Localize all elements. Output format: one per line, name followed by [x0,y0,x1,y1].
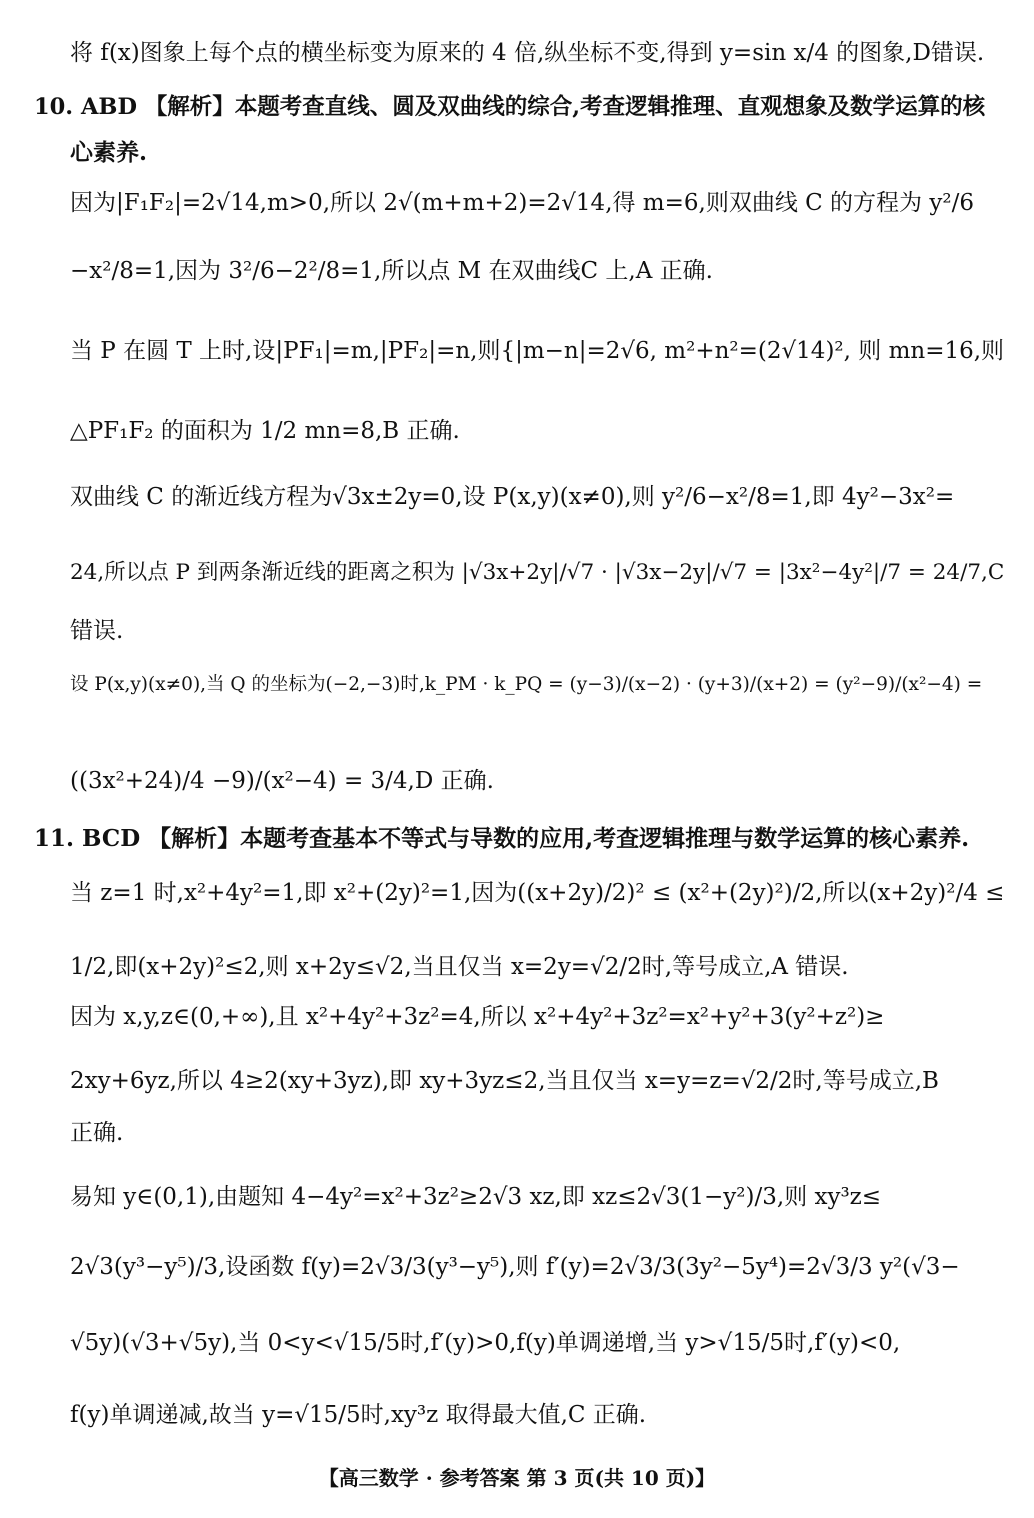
text-line-5: −x²/8=1,因为 3²/6−2²/8=1,所以点 M 在双曲线C 上,A 正确. [70,258,713,284]
text-line-14: 当 z=1 时,x²+4y²=1,即 x²+(2y)²=1,因为((x+2y)/2)² ≤ (x²+(2y)²)/2,所以(x+2y)²/4 ≤ [70,880,1005,906]
page-footer: 【高三数学 · 参考答案 第 3 页(共 10 页)】 [318,1466,716,1490]
text-line-6: 当 P 在圆 T 上时,设|PF₁|=m,|PF₂|=n,则{|m−n|=2√6, m²+n²=(2√14)², 则 mn=16,则 [70,338,1005,364]
text-line-21: √5y)(√3+√5y),当 0<y<√15/5时,f′(y)>0,f(y)单调递增,当 y>√15/5时,f′(y)<0, [70,1330,901,1356]
question-10-heading: 10. ABD 【解析】本题考查直线、圆及双曲线的综合,考查逻辑推理、直观想象及数学运算的核 [34,94,986,120]
text-line-17: 2xy+6yz,所以 4≥2(xy+3yz),即 xy+3yz≤2,当且仅当 x=y=z=√2/2时,等号成立,B [70,1068,939,1094]
text-line-12: ((3x²+24)/4 −9)/(x²−4) = 3/4,D 正确. [70,768,494,794]
text-line-18: 正确. [70,1120,124,1146]
text-line-19: 易知 y∈(0,1),由题知 4−4y²=x²+3z²≥2√3 xz,即 xz≤2√3(1−y²)/3,则 xy³z≤ [70,1184,882,1210]
text-line-15: 1/2,即(x+2y)²≤2,则 x+2y≤√2,当且仅当 x=2y=√2/2时,等号成立,A 错误. [70,954,849,980]
text-line-11: 设 P(x,y)(x≠0),当 Q 的坐标为(−2,−3)时,k_PM · k_PQ = (y−3)/(x−2) · (y+3)/(x+2) = (y²−9)/(x²−4) = [70,674,983,695]
text-line-7: △PF₁F₂ 的面积为 1/2 mn=8,B 正确. [70,418,460,444]
text-line-16: 因为 x,y,z∈(0,+∞),且 x²+4y²+3z²=4,所以 x²+4y²+3z²=x²+y²+3(y²+z²)≥ [70,1004,885,1030]
text-line-1: 将 f(x)图象上每个点的横坐标变为原来的 4 倍,纵坐标不变,得到 y=sin x/4 的图象,D错误. [70,40,985,66]
text-line-4: 因为|F₁F₂|=2√14,m>0,所以 2√(m+m+2)=2√14,得 m=6,则双曲线 C 的方程为 y²/6 [70,190,974,216]
text-line-22: f(y)单调递减,故当 y=√15/5时,xy³z 取得最大值,C 正确. [70,1402,647,1428]
text-line-9: 24,所以点 P 到两条渐近线的距离之积为 |√3x+2y|/√7 · |√3x−2y|/√7 = |3x²−4y²|/7 = 24/7,C [70,560,1005,585]
question-11-heading: 11. BCD 【解析】本题考查基本不等式与导数的应用,考查逻辑推理与数学运算的核心素养. [34,825,970,852]
text-line-20: 2√3(y³−y⁵)/3,设函数 f(y)=2√3/3(y³−y⁵),则 f′(y)=2√3/3(3y²−5y⁴)=2√3/3 y²(√3− [70,1254,960,1280]
text-line-10: 错误. [70,618,124,644]
text-line-8: 双曲线 C 的渐近线方程为√3x±2y=0,设 P(x,y)(x≠0),则 y²/6−x²/8=1,即 4y²−3x²= [70,484,955,510]
text-line-3: 心素养. [70,139,148,166]
